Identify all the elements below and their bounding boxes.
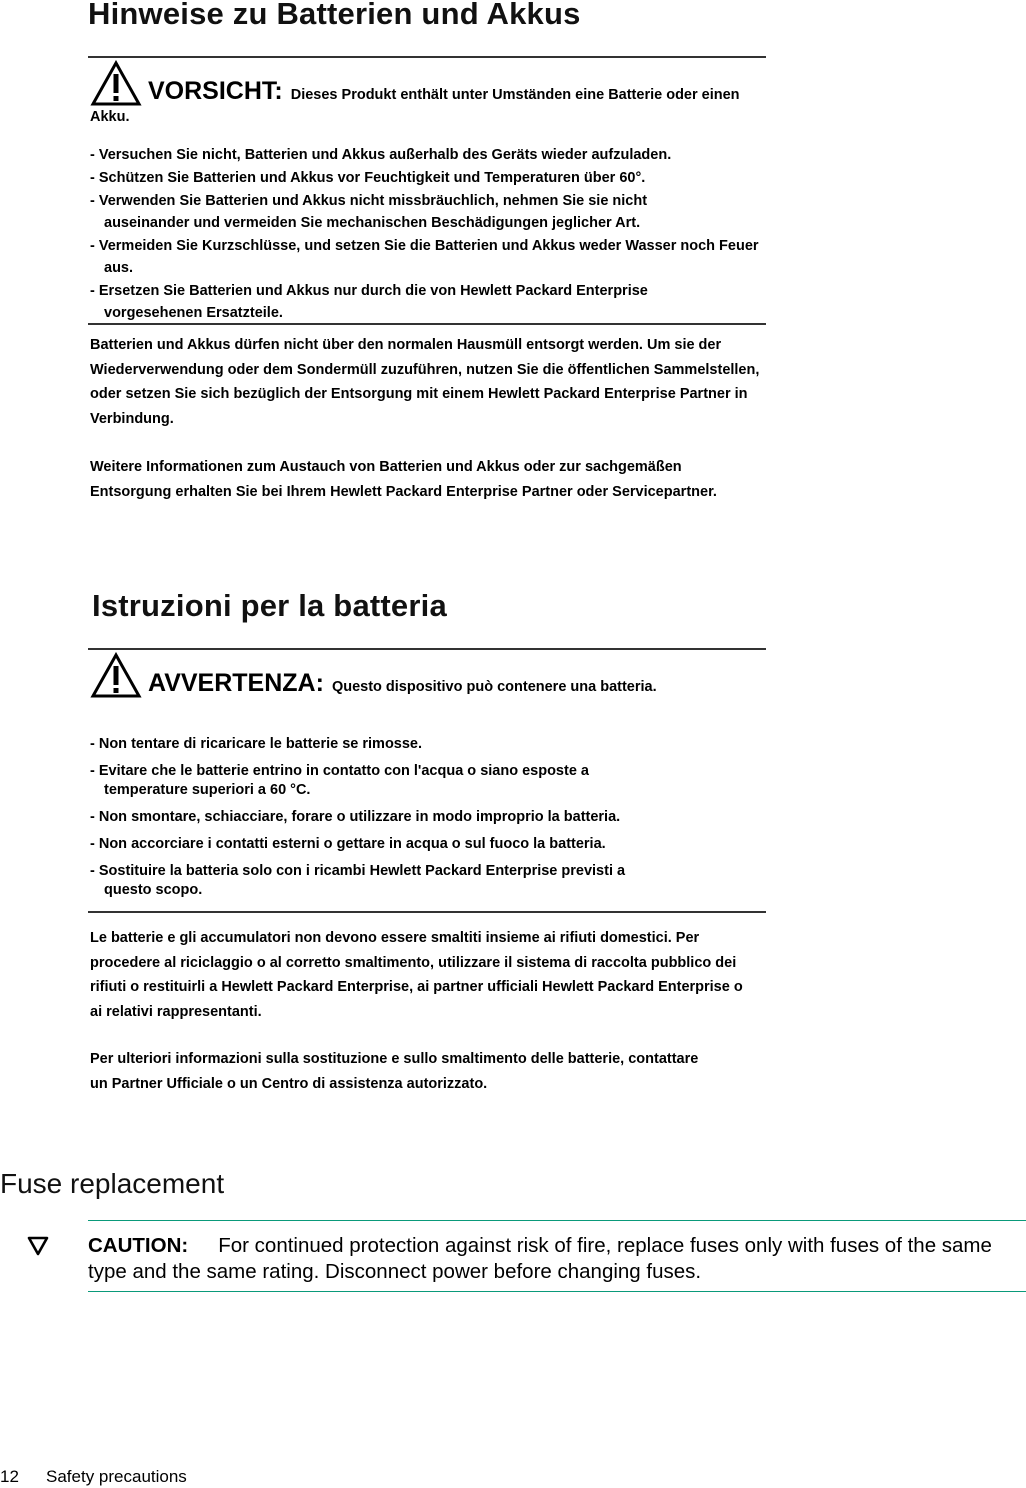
italian-section-title: Istruzioni per la batteria [92,588,447,623]
list-item: - Non accorciare i contatti esterni o gettare in acqua o sul fuoco la batteria. [90,836,606,852]
caution-label: CAUTION: [88,1234,189,1257]
italian-warning-text: Questo dispositivo può contenere una batteria. [331,679,657,695]
list-item: - Non tentare di ricaricare le batterie se rimosse. [90,736,423,752]
caution-text-block [88,1233,1018,1285]
fuse-section-title: Fuse replacement [0,1168,225,1199]
page-footer [0,1467,187,1487]
warning-triangle-icon [90,60,142,106]
list-item: - Schützen Sie Batterien und Akkus vor Feuchtigkeit und Temperaturen über 60°. [90,170,646,186]
list-item: - Verwenden Sie Batterien und Akkus nicht missbräuchlich, nehmen Sie sie nicht auseinander und vermeiden Sie mechanischen Beschädigungen jeglicher Art. [90,193,648,231]
list-item: - Versuchen Sie nicht, Batterien und Akkus außerhalb des Geräts wieder aufzuladen. [90,147,672,163]
italian-warning-word: AVVERTENZA: [148,669,324,697]
warning-triangle-icon [90,652,142,698]
list-item: - Vermeiden Sie Kurzschlüsse, und setzen Sie die Batterien und Akkus weder Wasser noch Feuer aus. [90,238,759,276]
german-bottom-rule [88,323,766,325]
german-top-rule [88,56,766,58]
german-bullet-list [90,144,760,324]
list-item: - Evitare che le batterie entrino in contatto con l'acqua o siano esposte a temperature superiori a 60 °C. [90,763,589,798]
italian-paragraph-disposal: Le batterie e gli accumulatori non devono essere smaltiti insieme ai rifiuti domestici. Per procedere al riciclaggio o al corretto smaltimento, utilizzare il sistema di raccolta pubblico dei rifiuti o restituirli a Hewlett Packard Enterprise, ai partner ufficiali Hewlett Packard Enterprise o ai relativi rappresentanti. [90,930,743,1020]
list-item: - Ersetzen Sie Batterien und Akkus nur durch die von Hewlett Packard Enterprise vorgesehenen Ersatzteile. [90,283,648,321]
italian-paragraph-info: Per ulteriori informazioni sulla sostituzione e sullo smaltimento delle batterie, contattare un Partner Ufficiale o un Centro di assistenza autorizzato. [90,1051,699,1092]
caution-message: For continued protection against risk of fire, replace fuses only with fuses of the same type and the same rating. Disconnect power before changing fuses. [88,1234,992,1283]
german-section-title: Hinweise zu Batterien und Akkus [88,0,581,31]
caution-callout [88,1220,1026,1292]
german-warning-text: Dieses Produkt enthält unter Umständen eine Batterie oder einen Akku. [90,87,740,125]
footer-section-name: Safety precautions [46,1467,187,1486]
italian-top-rule [88,648,766,650]
list-item: - Sostituire la batteria solo con i ricambi Hewlett Packard Enterprise previsti a questo scopo. [90,863,626,898]
german-warning [90,60,760,128]
italian-bottom-rule [88,911,766,913]
german-warning-word: VORSICHT: [148,77,283,105]
italian-bullet-list [90,735,760,900]
page-number: 12 [0,1467,19,1486]
caution-triangle-icon [26,1235,50,1257]
italian-warning [90,652,760,698]
german-paragraph-info: Weitere Informationen zum Austauch von Batterien und Akkus oder zur sachgemäßen Entsorgung erhalten Sie bei Ihrem Hewlett Packard Enterprise Partner oder Servicepartner. [90,459,717,500]
german-paragraph-disposal: Batterien und Akkus dürfen nicht über den normalen Hausmüll entsorgt werden. Um sie der Wiederverwendung oder dem Sondermüll zuzuführen, nutzen Sie die öffentlichen Sammelstellen, oder setzen Sie sich bezüglich der Entsorgung mit einem Hewlett Packard Enterprise Partner in Verbindung. [90,337,760,427]
list-item: - Non smontare, schiacciare, forare o utilizzare in modo improprio la batteria. [90,809,621,825]
